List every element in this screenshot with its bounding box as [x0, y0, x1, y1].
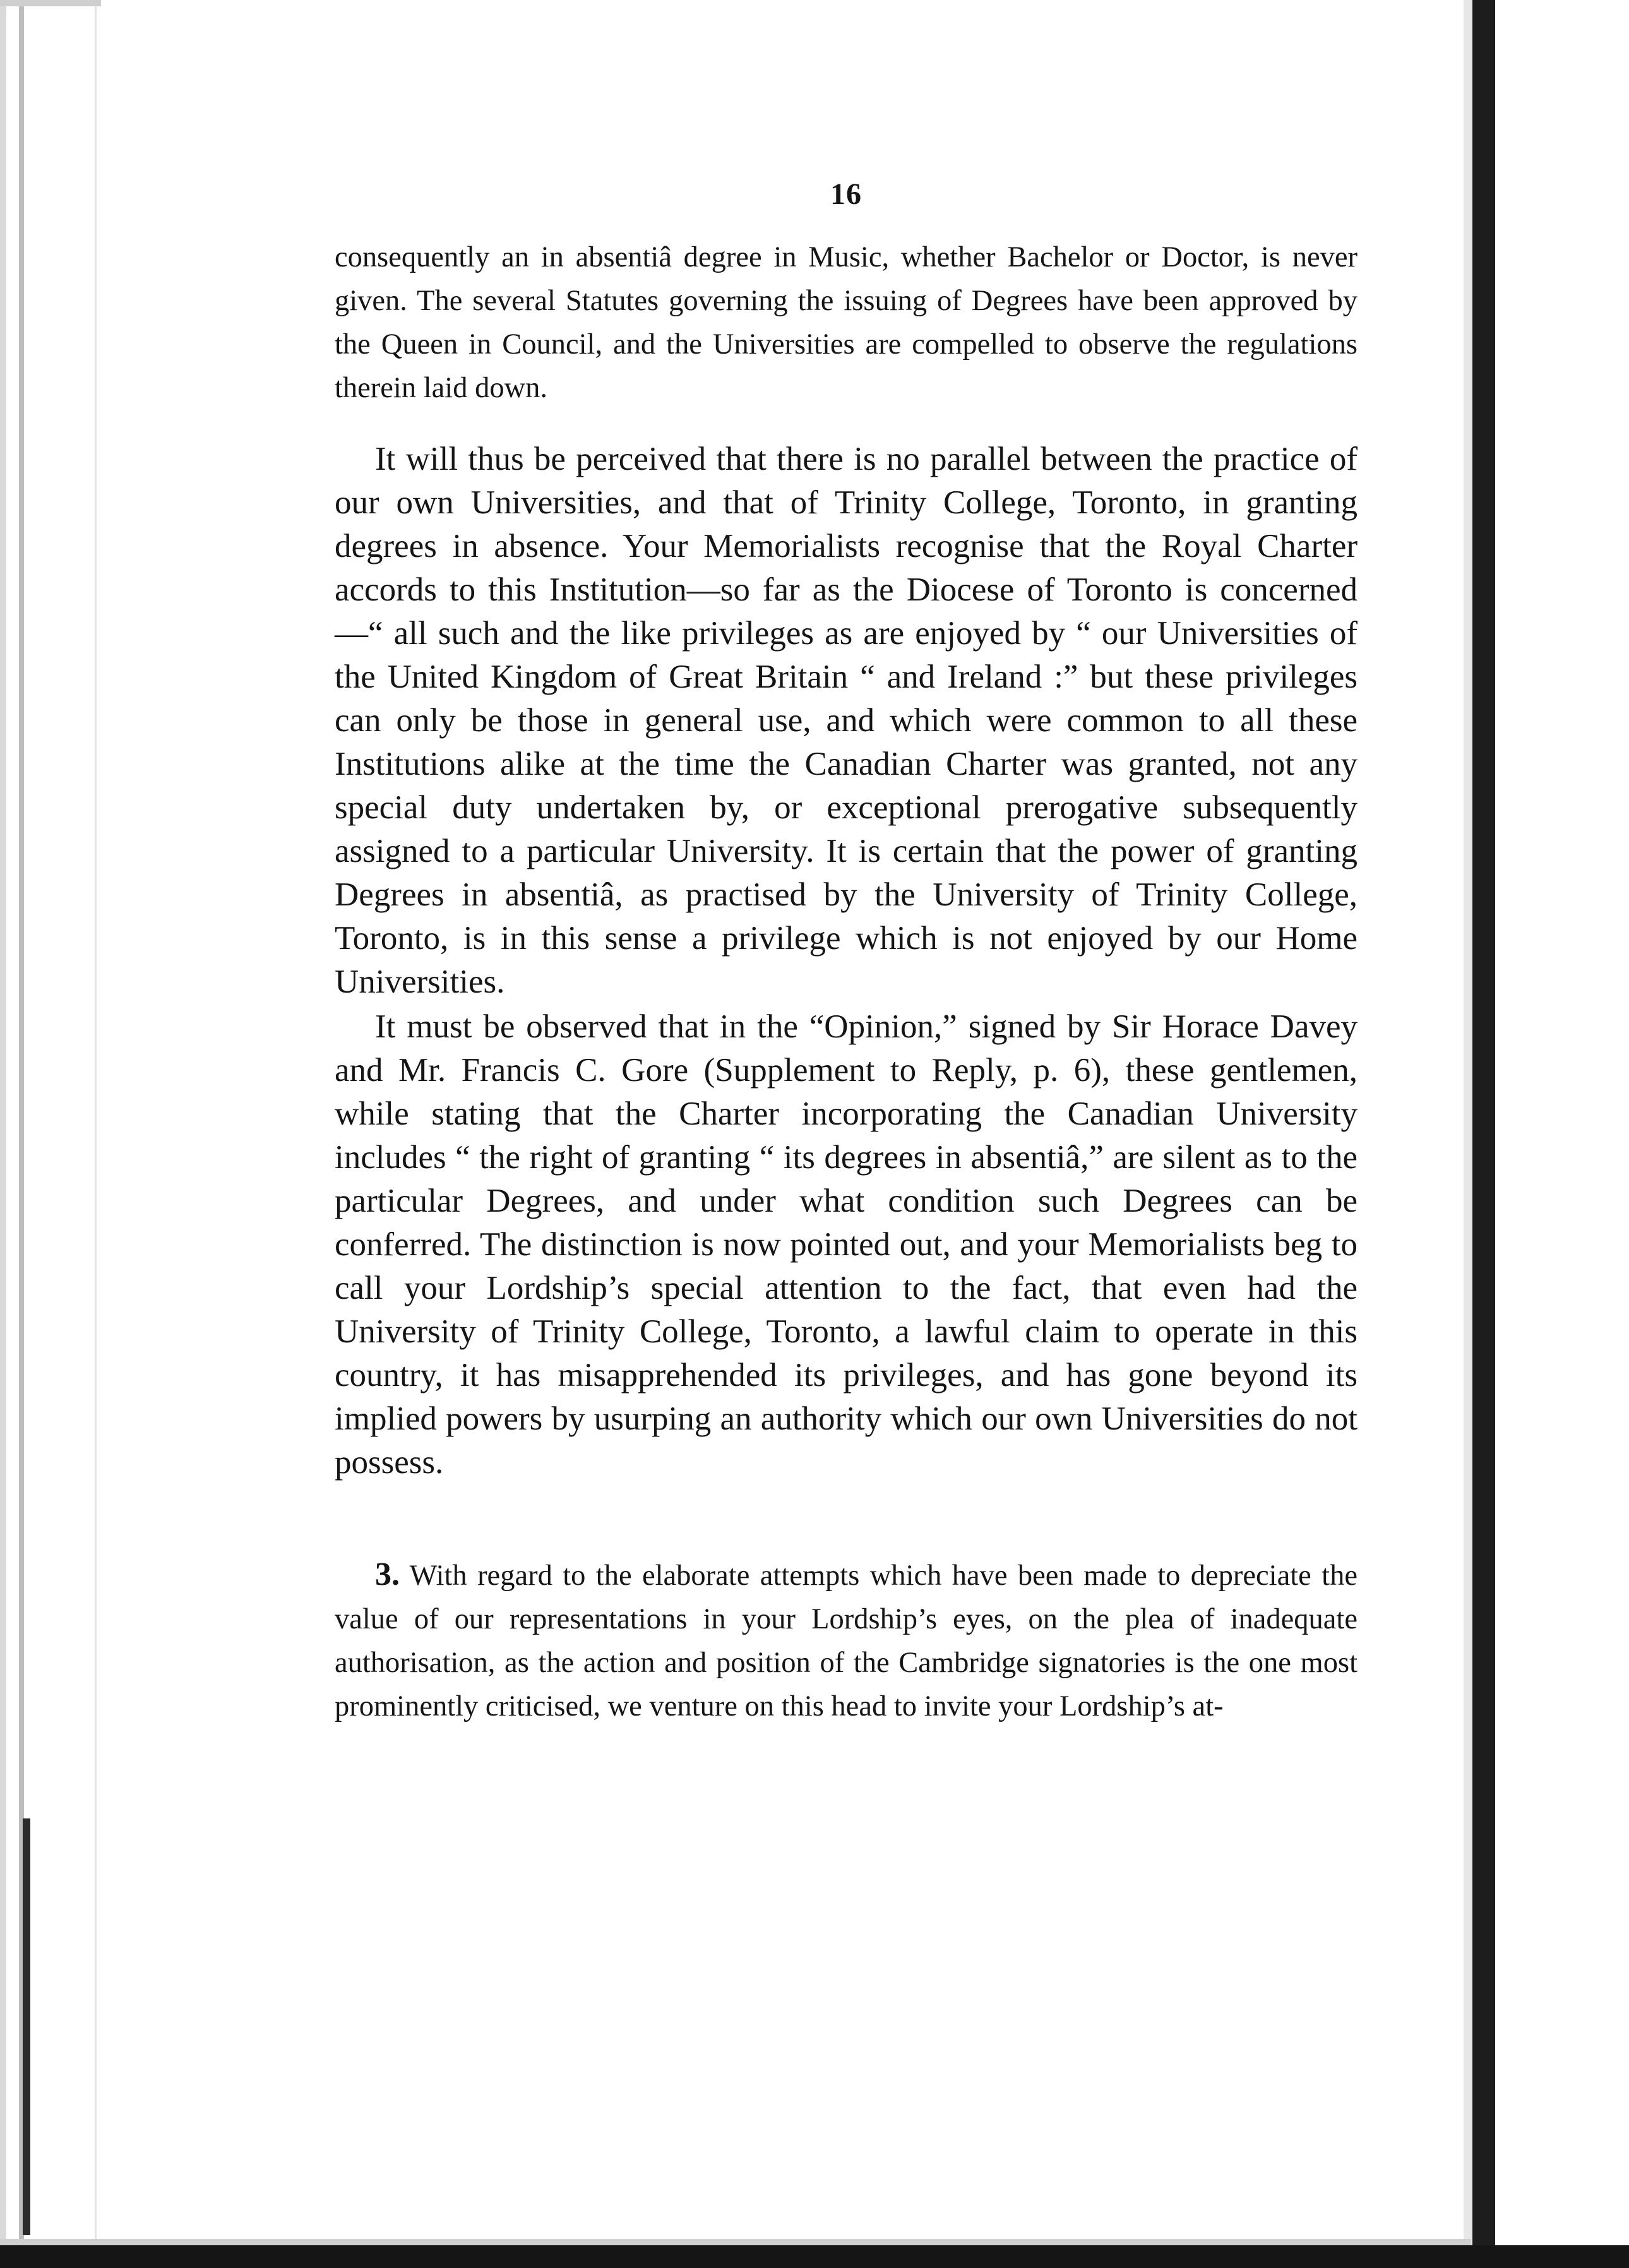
document-page: [335, 177, 1358, 1728]
scan-edge-bottom-light: [0, 2239, 1471, 2245]
page-number: 16: [830, 177, 862, 211]
scan-edge-left-line-inner: [95, 0, 97, 2268]
scan-edge-mark: [23, 1818, 30, 2235]
paragraph-4: [335, 1553, 1358, 1728]
paragraph-1: [335, 236, 1358, 410]
scan-edge-bottom: [0, 2245, 1629, 2268]
paragraph-3-text: It must be observed that in the “Opinion,” signed by Sir Horace Davey and Mr. Francis C. Gore (Supplement to Reply, p. 6), these gentlemen, while stating that the Charter incorporating the Canadian University includes “ the right of granting “ its degrees in absentiâ,” are silent as to the particular Degrees, and under what condition such Degrees can be conferred. The distinction is now pointed out, and your Memorialists beg to call your Lordship’s special attention to the fact, that even had the University of Trinity College, Toronto, a lawful claim to operate in this country, it has misapprehended its privileges, and has gone beyond its implied powers by usurping an authority which our own Universities do not possess.: [335, 1008, 1358, 1481]
scan-edge-top: [0, 0, 101, 6]
paragraph-3: [335, 1005, 1358, 1484]
scan-edge-right-band: [1472, 0, 1495, 2268]
paragraph-2: [335, 438, 1358, 1004]
paragraph-2-text: It will thus be perceived that there is no parallel between the practice of our own Universities, and that of Trinity College, Toronto, in granting degrees in absence. Your Memorialists recognise that the Royal Charter accords to this Institution—so far as the Diocese of Toronto is concerned—“ all such and the like privileges as are enjoyed by “ our Universities of the United Kingdom of Great Britain “ and Ireland :” but these privileges can only be those in general use, and which were common to all these Institutions alike at the time the Canadian Charter was granted, not any special duty undertaken by, or exceptional prerogative subsequently assigned to a particular University. It is certain that the power of granting Degrees in absentiâ, as practised by the University of Trinity College, Toronto, is in this sense a privilege which is not enjoyed by our Home Universities.: [335, 441, 1358, 1000]
scan-edge-right-inner: [1464, 0, 1472, 2268]
paragraph-1-text: consequently an in absentiâ degree in Music, whether Bachelor or Doctor, is never given. The several Statutes governing the issuing of Degrees have been approved by the Queen in Council, and the Universities are compelled to observe the regulations therein laid down.: [335, 241, 1358, 404]
section-number: 3.: [375, 1556, 400, 1592]
scan-edge-left: [0, 0, 6, 2268]
paragraph-4-text: With regard to the elaborate attempts which have been made to depreciate the value of our representations in your Lordship’s eyes, on the plea of inadequate authorisation, as the action and position of the Cambridge signatories is the one most prominently criticised, we venture on this head to invite your Lordship’s at-: [335, 1560, 1358, 1722]
